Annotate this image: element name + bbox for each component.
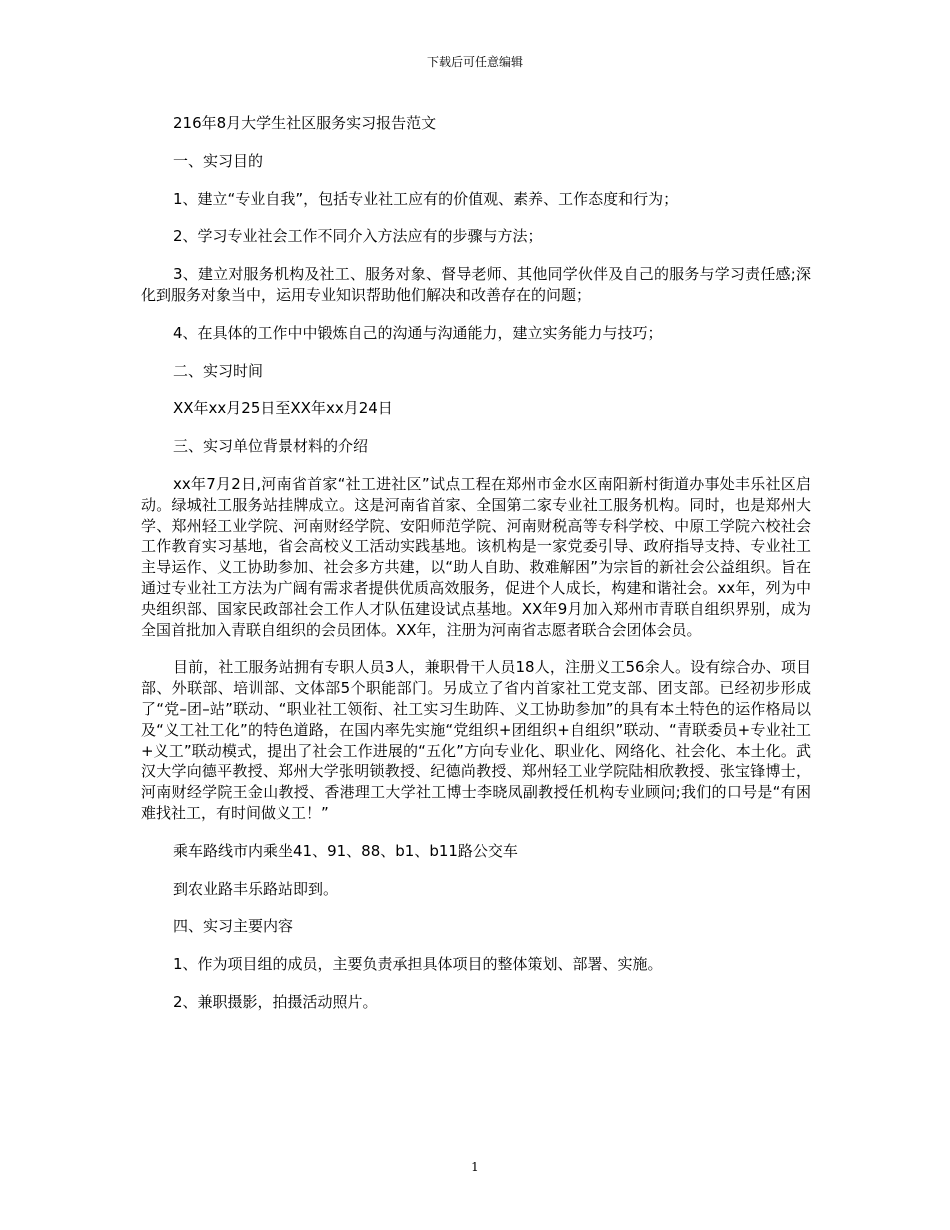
paragraph: 4、在具体的工作中中锻炼自己的沟通与沟通能力，建立实务能力与技巧； bbox=[173, 323, 663, 342]
document-title: 216年8月大学生社区服务实习报告范文 bbox=[173, 114, 437, 132]
section-heading-background: 三、实习单位背景材料的介绍 bbox=[173, 437, 369, 456]
paragraph: 乘车路线市内乘坐41、91、88、b1、b11路公交车 bbox=[173, 841, 518, 860]
paragraph: 到农业路丰乐路站即到。 bbox=[173, 879, 339, 898]
paragraph: 2、兼职摄影，拍摄活动照片。 bbox=[173, 992, 378, 1011]
section-heading-content: 四、实习主要内容 bbox=[173, 917, 294, 936]
section-heading-time: 二、实习时间 bbox=[173, 361, 264, 380]
paragraph: 1、建立“专业自我”，包括专业社工应有的价值观、素养、工作态度和行为； bbox=[173, 189, 679, 208]
document-body bbox=[141, 113, 811, 1030]
page-number: 1 bbox=[471, 1160, 479, 1174]
page-header: 下载后可任意编辑 bbox=[426, 55, 523, 69]
paragraph: 2、学习专业社会工作不同介入方法应有的步骤与方法； bbox=[173, 227, 543, 246]
paragraph: 3、建立对服务机构及社工、服务对象、督导老师、其他同学伙伴及自己的服务与学习责任感;深化到服务对象当中，运用专业知识帮助他们解决和改善存在的问题； bbox=[141, 265, 811, 304]
paragraph: xx年7月2日,河南省首家“社工进社区”试点工程在郑州市金水区南阳新村街道办事处丰乐社区启动。绿城社工服务站挂牌成立。这是河南省首家、全国第二家专业社工服务机构。同时，也是郑州大学、郑州轻工业学院、河南财经学院、安阳师范学院、河南财税高等专科学校、中原工学院六校社会工作教育实习基地，省会高校义工活动实践基地。该机构是一家党委引导、政府指导支持、专业社工主导运作、义工协助参加、社会多方共建，以“助人自助、救难解困”为宗旨的新社会公益组织。旨在通过专业社工方法为广阔有需求者提供优质高效服务，促进个人成长，构建和谐社会。xx年，列为中央组织部、国家民政部社会工作人才队伍建设试点基地。XX年9月加入郑州市青联自组织界别，成为全国首批加入青联自组织的会员团体。XX年，注册为河南省志愿者联合会团体会员。 bbox=[141, 474, 811, 639]
section-heading-purpose: 一、实习目的 bbox=[173, 151, 264, 170]
paragraph: XX年xx月25日至XX年xx月24日 bbox=[173, 399, 393, 418]
paragraph: 1、作为项目组的成员，主要负责承担具体项目的整体策划、部署、实施。 bbox=[173, 955, 663, 974]
paragraph: 目前，社工服务站拥有专职人员3人，兼职骨干人员18人，注册义工56余人。设有综合办、项目部、外联部、培训部、文体部5个职能部门。另成立了省内首家社工党支部、团支部。已经初步形成了“党–团–站”联动、“职业社工领衔、社工实习生助阵、义工协助参加”的具有本土特色的运作格局以及“义工社工化”的特色道路，在国内率先实施“党组织+团组织+自组织”联动、“青联委员+专业社工+义工”联动模式，提出了社会工作进展的“五化”方向专业化、职业化、网络化、社会化、本土化。武汉大学向德平教授、郑州大学张明锁教授、纪德尚教授、郑州轻工业学院陆相欣教授、张宝锋博士，河南财经学院王金山教授、香港理工大学社工博士李晓凤副教授任机构专业顾问;我们的口号是“有困难找社工，有时间做义工！” bbox=[141, 658, 811, 822]
